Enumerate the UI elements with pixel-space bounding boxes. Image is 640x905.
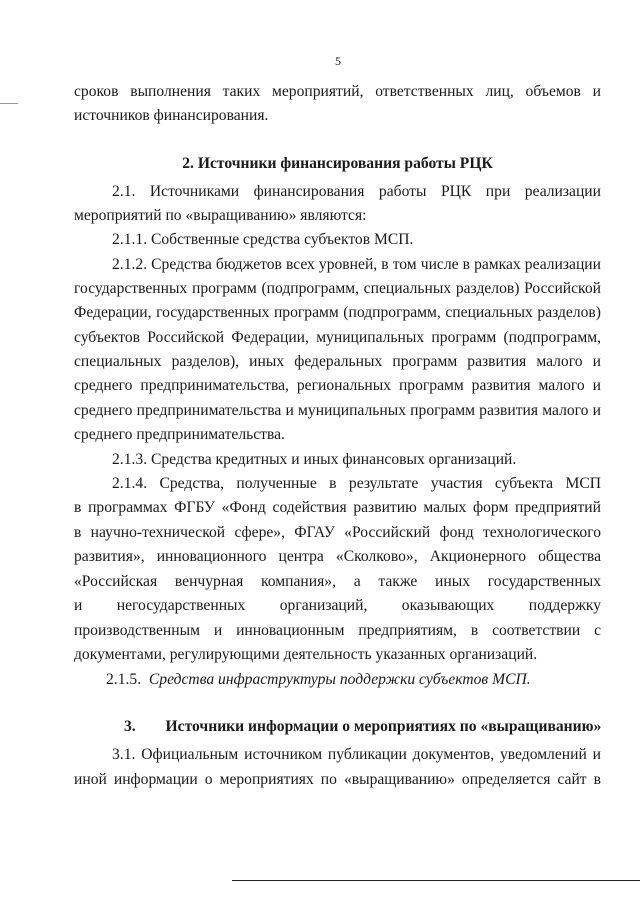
paragraph-line: 3.1. Официальным источником публикации документов, уведомлений и [112,746,601,763]
paragraph-line: сроков выполнения таких мероприятий, ответственных лиц, объемов и [74,83,601,100]
section-heading-2: 2. Источники финансирования работы РЦК [182,155,493,172]
paragraph-line: 2.1.1. Собственные средства субъектов МСП. [112,231,414,248]
paragraph-line: 2.1.2. Средства бюджетов всех уровней, в том числе в рамках реализации [112,256,601,273]
paragraph-line: 2.1.3. Средства кредитных и иных финансовых организаций. [112,451,517,468]
section-heading-3 [124,717,601,736]
item-number: 2.1.5. [106,671,142,688]
paragraph-line: и негосударственных организаций, оказывающих поддержку [74,597,601,614]
paragraph-line: в программах ФГБУ «Фонд содействия развитию малых форм предприятий [74,499,601,516]
margin-mark [0,103,18,104]
paragraph-line: в научно-технической сфере», ФГАУ «Российский фонд технологического [74,524,601,541]
paragraph-line: государственных программ (подпрограмм, специальных разделов) Российской [74,280,601,297]
paragraph-line: среднего предпринимательства. [74,426,285,443]
paragraph-line: производственным и инновационным предприятиям, в соответствии с [74,622,601,639]
paragraph-line: документами, регулирующими деятельность указанных организаций. [74,646,538,663]
paragraph-line: источников финансирования. [74,107,269,124]
footnote-divider [232,880,640,881]
heading-number: 3. [124,718,136,735]
paragraph-line: развития», инновационного центра «Сколково», Акционерного общества [74,548,601,565]
paragraph-line: Федерации, государственных программ (подпрограмм, специальных разделов) [74,304,601,321]
paragraph-line [106,670,633,689]
paragraph-line: 2.1. Источниками финансирования работы РЦК при реализации [112,183,601,200]
paragraph-line: среднего предпринимательства и муниципальных программ развития малого и [74,402,601,419]
paragraph-line: иной информации о мероприятиях по «выращиванию» определяется сайт в [74,771,601,788]
item-text: Средства инфраструктуры поддержки субъектов МСП. [148,671,531,688]
paragraph-line: среднего предпринимательства, региональных программ развития малого и [74,377,601,394]
paragraph-line: «Российская венчурная компания», а также иных государственных [74,573,601,590]
paragraph-line: 2.1.4. Средства, полученные в результате участия субъекта МСП [112,475,601,492]
paragraph-line: субъектов Российской Федерации, муниципальных программ (подпрограмм, [74,329,601,346]
page-number: 5 [335,54,341,68]
paragraph-line: специальных разделов), иных федеральных программ развития малого и [74,353,601,370]
heading-text: Источники информации о мероприятиях по «выращиванию» [165,718,602,735]
paragraph-line: мероприятий по «выращиванию» являются: [74,207,367,224]
